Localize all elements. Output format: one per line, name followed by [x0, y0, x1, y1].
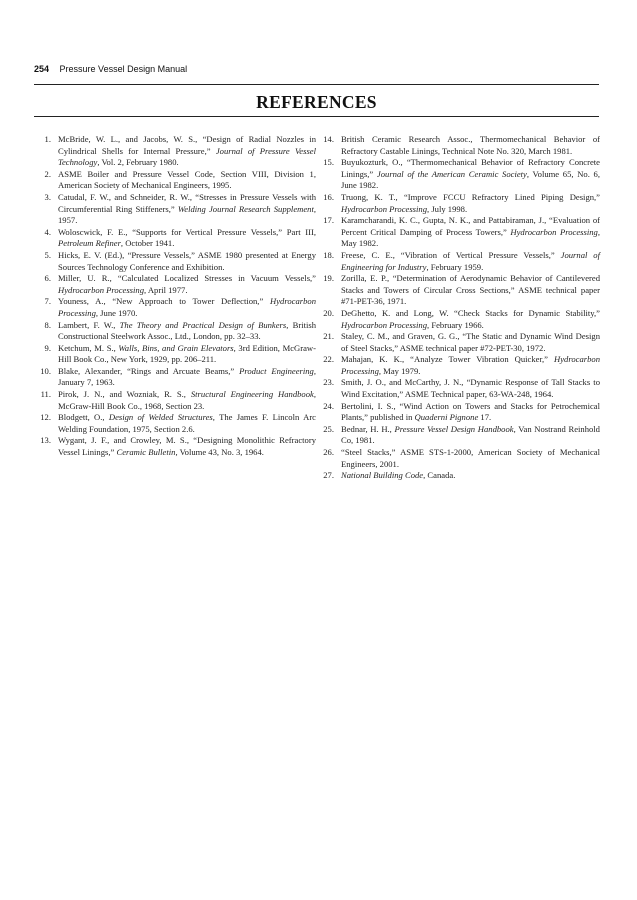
reference-text [341, 331, 600, 354]
reference-text-segment: Pirok, J. N., and Wozniak, R. S., [58, 389, 191, 400]
reference-italic-title: Walls, Bins, and Grain Elevators [118, 342, 234, 353]
reference-text-segment: Catudal, F. W., and Schneider, R. W., “Stresses in Pressure Vessels with Circumferential Ring Stiffeners,” [58, 191, 316, 214]
reference-number: 15. [323, 157, 334, 168]
reference-number: 26. [323, 447, 334, 458]
reference-text [58, 435, 316, 458]
reference-text [58, 343, 316, 366]
reference-text-segment: British Ceramic Research Assoc., Thermomechanical Behavior of Refractory Castable Linings, Technical Note No. 320, March 1981. [341, 134, 600, 156]
reference-number: 18. [323, 249, 334, 260]
reference-italic-title: Hydrocarbon Processing [341, 203, 428, 214]
reference-item [317, 447, 600, 470]
reference-text-segment: Mahajan, K. K., “Analyze Tower Vibration Quicker,” [341, 354, 554, 365]
reference-number: 23. [323, 377, 334, 388]
header-rule [34, 84, 599, 85]
reference-text-segment: Zorilla, E. P., “Determination of Aerodynamic Behavior of Cantilevered Stacks and Towers of Circular Cross Sections,” ASME technical paper #71-PET-36, 1971. [341, 273, 600, 307]
reference-text [58, 169, 316, 192]
reference-text [58, 192, 316, 227]
reference-text-segment: Freese, C. E., “Vibration of Vertical Pressure Vessels,” [341, 249, 561, 260]
reference-text-segment: , Vol. 2, February 1980. [97, 157, 179, 168]
reference-italic-title: Hydrocarbon Processing [341, 319, 428, 330]
reference-text-segment: Bertolini, I. S., “Wind Action on Towers and Stacks for Petrochemical Plants,” published in [341, 400, 600, 423]
reference-number: 20. [323, 307, 334, 318]
reference-text [341, 192, 600, 215]
reference-italic-title: Journal of Pressure Vessel Technology [58, 145, 316, 168]
reference-item [34, 435, 316, 458]
reference-text [341, 424, 600, 447]
reference-item [317, 354, 600, 377]
reference-text-segment: Woloscwick, F. E., “Supports for Vertical Pressure Vessels,” Part III, [58, 226, 316, 237]
reference-item [34, 366, 316, 389]
reference-italic-title: Hydrocarbon Processing [58, 284, 145, 295]
reference-number: 13. [40, 435, 51, 446]
reference-italic-title: Hydrocarbon Processing [58, 296, 316, 318]
reference-text [341, 157, 600, 192]
running-title: Pressure Vessel Design Manual [59, 64, 188, 74]
references-right-column [317, 134, 600, 482]
reference-text-segment: , 3rd Edition, McGraw-Hill Book Co., New York, 1929, pp. 206–211. [58, 342, 316, 365]
reference-text [341, 401, 600, 424]
reference-text-segment: Youness, A., “New Approach to Tower Deflection,” [58, 296, 270, 307]
reference-item [317, 250, 600, 273]
section-title: REFERENCES [256, 92, 377, 112]
reference-text-segment: , British Constructional Steelwork Assoc., Ltd., London, pp. 32–33. [58, 319, 316, 342]
page-number: 254 [34, 64, 50, 74]
reference-number: 5. [44, 249, 51, 260]
reference-italic-title: Hydrocarbon Processing [341, 354, 600, 376]
reference-text-segment: , October 1941. [120, 238, 175, 249]
reference-number: 7. [44, 296, 51, 307]
reference-item [317, 134, 600, 157]
reference-text-segment: , 1957. [58, 203, 316, 226]
reference-italic-title: Hydrocarbon Processing [510, 226, 598, 237]
reference-text [58, 227, 316, 250]
reference-text-segment: , January 7, 1963. [58, 365, 317, 388]
reference-item [317, 470, 600, 482]
reference-number: 9. [44, 342, 51, 353]
reference-item [34, 227, 316, 250]
reference-italic-title: Design of Welded Structures [108, 412, 213, 423]
reference-text [58, 320, 316, 343]
reference-text-segment: , July 1998. [427, 203, 468, 214]
reference-text [58, 412, 316, 435]
reference-text-segment: McBride, W. L., and Jacobs, W. S., “Design of Radial Nozzles in Cylindrical Shells for Internal Pressure,” [58, 134, 316, 156]
reference-italic-title: The Theory and Practical Design of Bunkers [119, 319, 287, 330]
reference-italic-title: Petroleum Refiner [58, 238, 121, 249]
reference-text-segment: Ketchum, M. S., [58, 342, 119, 353]
reference-item [34, 296, 316, 319]
reference-text-segment: Blodgett, O., [58, 412, 109, 423]
reference-number: 21. [323, 331, 334, 342]
reference-text-segment: , May 1982. [341, 226, 600, 249]
reference-text [341, 215, 600, 250]
reference-item [34, 250, 316, 273]
reference-text [58, 296, 316, 319]
reference-text-segment: Miller, U. R., “Calculated Localized Stresses in Vacuum Vessels,” [58, 273, 316, 284]
reference-text-segment: , The James F. Lincoln Arc Welding Foundation, 1975, Section 2.6. [58, 412, 316, 434]
reference-italic-title: National Building Code [341, 470, 424, 481]
reference-number: 4. [44, 226, 51, 237]
reference-item [34, 343, 316, 366]
reference-item [34, 134, 316, 169]
reference-text-segment: , April 1977. [144, 284, 188, 295]
reference-text [58, 366, 316, 389]
reference-text [341, 250, 600, 273]
reference-text-segment: , June 1970. [95, 307, 138, 318]
reference-number: 25. [323, 423, 334, 434]
reference-number: 17. [323, 215, 334, 226]
reference-number: 14. [323, 134, 334, 144]
reference-text-segment: Bednar, H. H., [341, 423, 395, 434]
reference-text-segment: , Van Nostrand Reinhold Co, 1981. [341, 423, 600, 446]
reference-item [34, 192, 316, 227]
reference-number: 2. [44, 168, 51, 179]
reference-item [34, 320, 316, 343]
reference-item [317, 401, 600, 424]
running-header [34, 64, 187, 74]
reference-italic-title: Quaderni Pignone [414, 412, 479, 423]
reference-item [317, 331, 600, 354]
title-rule [34, 116, 599, 117]
reference-text-segment: , McGraw-Hill Book Co., 1968, Section 23. [58, 389, 316, 411]
reference-text [58, 389, 316, 412]
reference-text-segment: Staley, C. M., and Graven, G. G., “The Static and Dynamic Wind Design of Steel Stacks,” ASME technical paper #72-PET-30, 1972. [341, 331, 600, 353]
reference-item [317, 273, 600, 308]
reference-text [58, 134, 316, 169]
reference-italic-title: Pressure Vessel Design Handbook [394, 423, 514, 434]
reference-number: 22. [323, 354, 334, 365]
reference-italic-title: Product Engineering [239, 365, 314, 376]
reference-text-segment: , February 1966. [427, 319, 484, 330]
reference-item [317, 157, 600, 192]
reference-text-segment: , May 1979. [378, 365, 421, 376]
reference-number: 27. [323, 470, 334, 481]
references-left-column [34, 134, 316, 459]
reference-item [34, 412, 316, 435]
reference-item [317, 308, 600, 331]
reference-text-segment: Blake, Alexander, “Rings and Arcuate Beams,” [58, 365, 240, 376]
reference-text-segment: , Canada. [423, 470, 456, 481]
reference-text-segment: ASME Boiler and Pressure Vessel Code, Section VIII, Division 1, American Society of Mechanical Engineers, 1995. [58, 168, 316, 191]
reference-text [341, 447, 600, 470]
reference-text [58, 250, 316, 273]
reference-text-segment: 17. [478, 412, 492, 423]
reference-item [317, 215, 600, 250]
reference-number: 19. [323, 273, 334, 284]
reference-text-segment: Karamcharandi, K. C., Gupta, N. K., and Pattabiraman, J., “Evaluation of Percent Critical Damping of Process Towers,” [341, 215, 600, 237]
reference-text-segment: Smith, J. O., and McCarthy, J. N., “Dynamic Response of Tall Stacks to Wind Excitation,” ASME Technical paper, 63-WA-248, 1964. [341, 377, 600, 400]
reference-text [341, 377, 600, 400]
reference-text-segment: Wygant, J. F., and Crowley, M. S., “Designing Monolithic Refractory Vessel Linings,” [58, 435, 316, 458]
reference-italic-title: Welding Journal Research Supplement [177, 203, 314, 214]
reference-text-segment: Hicks, E. V. (Ed.), “Pressure Vessels,” ASME 1980 presented at Energy Sources Technology Conference and Exhibition. [58, 249, 316, 272]
reference-text-segment: “Steel Stacks,” ASME STS-1-2000, American Society of Mechanical Engineers, 2001. [341, 447, 600, 469]
reference-italic-title: Journal of the American Ceramic Society [376, 168, 527, 179]
reference-number: 10. [40, 365, 51, 376]
reference-number: 6. [44, 273, 51, 284]
reference-number: 1. [44, 134, 51, 144]
reference-number: 24. [323, 400, 334, 411]
reference-text-segment: , Volume 43, No. 3, 1964. [175, 447, 264, 458]
reference-number: 8. [44, 319, 51, 330]
reference-text-segment: Truong, K. T., “Improve FCCU Refractory Lined Piping Design,” [341, 191, 600, 202]
reference-italic-title: Ceramic Bulletin [116, 447, 176, 458]
reference-text [341, 354, 600, 377]
reference-number: 11. [40, 389, 51, 400]
reference-item [317, 377, 600, 400]
reference-item [317, 424, 600, 447]
reference-text-segment: , Volume 65, No. 6, June 1982. [341, 168, 600, 191]
reference-italic-title: Structural Engineering Handbook [190, 389, 314, 400]
reference-text [341, 470, 600, 482]
reference-text-segment: Buyukozturk, O., “Thermomechanical Behavior of Refractory Concrete Linings,” [341, 157, 600, 179]
reference-text [341, 308, 600, 331]
reference-number: 3. [44, 191, 51, 202]
reference-item [317, 192, 600, 215]
reference-italic-title: Journal of Engineering for Industry [341, 249, 600, 272]
reference-text [58, 273, 316, 296]
reference-text-segment: Lambert, F. W., [58, 319, 120, 330]
reference-text [341, 134, 600, 157]
reference-item [34, 169, 316, 192]
reference-item [34, 389, 316, 412]
reference-text-segment: , February 1959. [426, 261, 484, 272]
reference-number: 12. [40, 412, 51, 423]
reference-number: 16. [323, 191, 334, 202]
reference-text [341, 273, 600, 308]
reference-item [34, 273, 316, 296]
reference-text-segment: DeGhetto, K. and Long, W. “Check Stacks for Dynamic Stability,” [341, 307, 600, 318]
